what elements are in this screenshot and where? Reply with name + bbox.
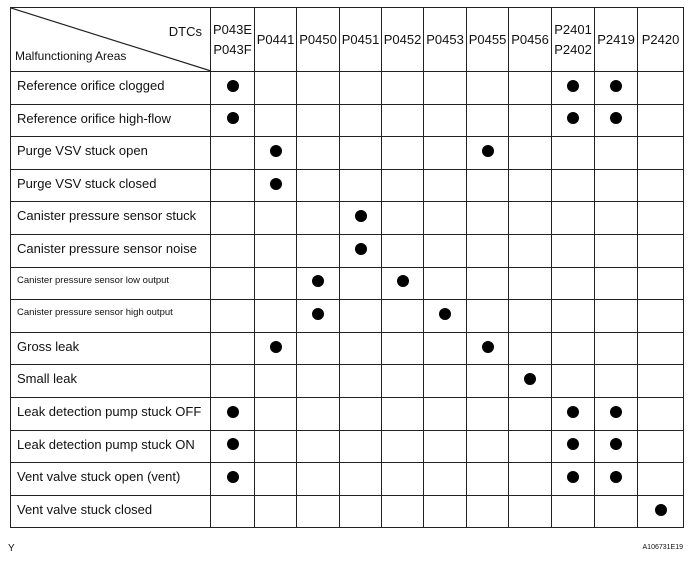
table-row bbox=[11, 300, 684, 333]
table-row bbox=[11, 72, 684, 105]
matrix-cell bbox=[552, 332, 595, 365]
dtcs-label: DTCs bbox=[168, 24, 202, 39]
dtc-code: P0452 bbox=[383, 31, 422, 47]
matrix-cell bbox=[424, 72, 467, 105]
dtc-code: P043E bbox=[212, 21, 253, 37]
matrix-cell bbox=[638, 463, 684, 496]
applicable-dot-icon bbox=[482, 341, 494, 353]
matrix-cell bbox=[211, 397, 255, 430]
matrix-cell bbox=[467, 463, 509, 496]
matrix-cell bbox=[552, 463, 595, 496]
matrix-cell bbox=[211, 365, 255, 398]
matrix-cell bbox=[638, 332, 684, 365]
applicable-dot-icon bbox=[610, 112, 622, 124]
applicable-dot-icon bbox=[610, 438, 622, 450]
matrix-cell bbox=[424, 137, 467, 170]
matrix-cell bbox=[595, 397, 638, 430]
matrix-cell bbox=[467, 137, 509, 170]
applicable-dot-icon bbox=[567, 406, 579, 418]
matrix-cell bbox=[467, 430, 509, 463]
table-row bbox=[11, 202, 684, 235]
malfunction-area-label: Canister pressure sensor high output bbox=[11, 300, 211, 333]
matrix-cell bbox=[595, 72, 638, 105]
matrix-cell bbox=[297, 267, 340, 300]
matrix-cell bbox=[424, 430, 467, 463]
table-row bbox=[11, 365, 684, 398]
matrix-cell bbox=[382, 234, 424, 267]
matrix-cell bbox=[509, 202, 552, 235]
matrix-cell bbox=[211, 234, 255, 267]
matrix-cell bbox=[552, 234, 595, 267]
matrix-cell bbox=[595, 300, 638, 333]
matrix-cell bbox=[638, 104, 684, 137]
applicable-dot-icon bbox=[355, 210, 367, 222]
matrix-cell bbox=[340, 104, 382, 137]
matrix-cell bbox=[595, 267, 638, 300]
matrix-cell bbox=[467, 267, 509, 300]
matrix-cell bbox=[638, 267, 684, 300]
matrix-cell bbox=[552, 72, 595, 105]
matrix-cell bbox=[638, 137, 684, 170]
matrix-cell bbox=[638, 169, 684, 202]
matrix-cell bbox=[297, 365, 340, 398]
matrix-cell bbox=[340, 72, 382, 105]
matrix-cell bbox=[297, 104, 340, 137]
table-row bbox=[11, 137, 684, 170]
matrix-cell bbox=[340, 137, 382, 170]
header-row bbox=[11, 8, 684, 72]
matrix-cell bbox=[297, 463, 340, 496]
matrix-cell bbox=[467, 397, 509, 430]
malfunction-area-label: Leak detection pump stuck OFF bbox=[11, 397, 211, 430]
matrix-cell bbox=[595, 169, 638, 202]
matrix-cell bbox=[638, 397, 684, 430]
matrix-cell bbox=[509, 495, 552, 528]
matrix-cell bbox=[509, 72, 552, 105]
dtc-code: P0441 bbox=[256, 31, 295, 47]
matrix-cell bbox=[509, 332, 552, 365]
matrix-cell bbox=[255, 234, 297, 267]
matrix-cell bbox=[340, 430, 382, 463]
dtc-code: P2401 bbox=[554, 21, 592, 37]
matrix-cell bbox=[467, 332, 509, 365]
matrix-cell bbox=[509, 234, 552, 267]
matrix-cell bbox=[467, 169, 509, 202]
dtc-header-cell bbox=[552, 8, 595, 72]
matrix-cell bbox=[638, 202, 684, 235]
applicable-dot-icon bbox=[567, 471, 579, 483]
matrix-cell bbox=[382, 463, 424, 496]
matrix-cell bbox=[255, 104, 297, 137]
matrix-cell bbox=[595, 234, 638, 267]
malfunction-area-label: Small leak bbox=[11, 365, 211, 398]
malfunction-area-label: Reference orifice high-flow bbox=[11, 104, 211, 137]
table-row bbox=[11, 267, 684, 300]
matrix-cell bbox=[382, 202, 424, 235]
matrix-cell bbox=[211, 430, 255, 463]
matrix-cell bbox=[595, 137, 638, 170]
matrix-cell bbox=[595, 463, 638, 496]
dtc-code: P043F bbox=[213, 41, 252, 57]
matrix-cell bbox=[595, 365, 638, 398]
matrix-cell bbox=[552, 104, 595, 137]
matrix-cell bbox=[638, 365, 684, 398]
dtc-header-cell bbox=[382, 8, 424, 72]
matrix-cell bbox=[424, 365, 467, 398]
applicable-dot-icon bbox=[227, 112, 239, 124]
matrix-cell bbox=[340, 169, 382, 202]
table-row bbox=[11, 430, 684, 463]
matrix-cell bbox=[638, 234, 684, 267]
applicable-dot-icon bbox=[312, 308, 324, 320]
matrix-cell bbox=[255, 332, 297, 365]
table-row bbox=[11, 332, 684, 365]
dtc-matrix-table bbox=[10, 7, 684, 528]
matrix-cell bbox=[424, 397, 467, 430]
matrix-cell bbox=[211, 300, 255, 333]
dtc-header-cell bbox=[509, 8, 552, 72]
matrix-cell bbox=[255, 365, 297, 398]
table-body bbox=[11, 72, 684, 528]
matrix-cell bbox=[467, 234, 509, 267]
matrix-cell bbox=[509, 137, 552, 170]
matrix-cell bbox=[509, 267, 552, 300]
dtc-code: P2420 bbox=[641, 31, 680, 47]
matrix-cell bbox=[297, 397, 340, 430]
dtc-header-cell bbox=[638, 8, 684, 72]
matrix-cell bbox=[552, 300, 595, 333]
matrix-cell bbox=[255, 169, 297, 202]
matrix-cell bbox=[297, 72, 340, 105]
matrix-cell bbox=[552, 430, 595, 463]
matrix-cell bbox=[211, 169, 255, 202]
matrix-cell bbox=[638, 300, 684, 333]
applicable-dot-icon bbox=[270, 341, 282, 353]
matrix-cell bbox=[424, 202, 467, 235]
matrix-cell bbox=[382, 137, 424, 170]
matrix-cell bbox=[297, 495, 340, 528]
matrix-cell bbox=[340, 365, 382, 398]
dtc-header-cell bbox=[211, 8, 255, 72]
matrix-cell bbox=[211, 72, 255, 105]
matrix-cell bbox=[382, 332, 424, 365]
matrix-cell bbox=[340, 234, 382, 267]
malfunction-area-label: Canister pressure sensor noise bbox=[11, 234, 211, 267]
matrix-cell bbox=[424, 332, 467, 365]
matrix-cell bbox=[424, 169, 467, 202]
table-row bbox=[11, 169, 684, 202]
applicable-dot-icon bbox=[312, 275, 324, 287]
matrix-cell bbox=[211, 202, 255, 235]
dtc-code: P0451 bbox=[341, 31, 380, 47]
dtc-code: P2402 bbox=[554, 41, 592, 57]
malfunctioning-areas-label: Malfunctioning Areas bbox=[15, 49, 127, 63]
dtc-header-cell bbox=[255, 8, 297, 72]
matrix-cell bbox=[509, 300, 552, 333]
matrix-cell bbox=[255, 463, 297, 496]
applicable-dot-icon bbox=[610, 80, 622, 92]
matrix-cell bbox=[552, 267, 595, 300]
applicable-dot-icon bbox=[270, 145, 282, 157]
dtc-code: P0456 bbox=[511, 31, 549, 47]
applicable-dot-icon bbox=[227, 438, 239, 450]
figure-id: A106731E19 bbox=[642, 544, 683, 551]
matrix-cell bbox=[255, 267, 297, 300]
table-row bbox=[11, 463, 684, 496]
matrix-cell bbox=[382, 397, 424, 430]
matrix-cell bbox=[595, 430, 638, 463]
matrix-cell bbox=[255, 202, 297, 235]
matrix-cell bbox=[552, 202, 595, 235]
dtc-code: P2419 bbox=[597, 31, 635, 47]
matrix-cell bbox=[638, 72, 684, 105]
matrix-cell bbox=[382, 365, 424, 398]
dtc-code: P0450 bbox=[299, 31, 337, 47]
matrix-cell bbox=[552, 169, 595, 202]
matrix-cell bbox=[595, 332, 638, 365]
applicable-dot-icon bbox=[270, 178, 282, 190]
matrix-cell bbox=[297, 430, 340, 463]
matrix-cell bbox=[638, 495, 684, 528]
matrix-cell bbox=[467, 495, 509, 528]
matrix-cell bbox=[297, 234, 340, 267]
matrix-cell bbox=[509, 169, 552, 202]
matrix-cell bbox=[382, 300, 424, 333]
table-row bbox=[11, 234, 684, 267]
matrix-cell bbox=[340, 300, 382, 333]
matrix-cell bbox=[509, 104, 552, 137]
matrix-cell bbox=[552, 365, 595, 398]
table-row bbox=[11, 397, 684, 430]
matrix-cell bbox=[340, 397, 382, 430]
matrix-cell bbox=[467, 300, 509, 333]
matrix-cell bbox=[595, 495, 638, 528]
dtc-header-cell bbox=[424, 8, 467, 72]
malfunction-area-label: Canister pressure sensor stuck bbox=[11, 202, 211, 235]
malfunction-area-label: Purge VSV stuck closed bbox=[11, 169, 211, 202]
matrix-cell bbox=[382, 495, 424, 528]
dtc-header-cell bbox=[595, 8, 638, 72]
matrix-cell bbox=[552, 495, 595, 528]
matrix-cell bbox=[297, 137, 340, 170]
matrix-cell bbox=[424, 463, 467, 496]
matrix-cell bbox=[595, 202, 638, 235]
dtc-code: P0455 bbox=[468, 31, 507, 47]
table-row bbox=[11, 495, 684, 528]
malfunction-area-label: Canister pressure sensor low output bbox=[11, 267, 211, 300]
matrix-cell bbox=[467, 365, 509, 398]
matrix-cell bbox=[340, 267, 382, 300]
matrix-cell bbox=[211, 137, 255, 170]
matrix-cell bbox=[255, 495, 297, 528]
applicable-dot-icon bbox=[227, 471, 239, 483]
malfunction-area-label: Vent valve stuck open (vent) bbox=[11, 463, 211, 496]
matrix-cell bbox=[255, 137, 297, 170]
matrix-cell bbox=[509, 430, 552, 463]
matrix-cell bbox=[552, 397, 595, 430]
matrix-cell bbox=[340, 463, 382, 496]
applicable-dot-icon bbox=[524, 373, 536, 385]
applicable-dot-icon bbox=[610, 406, 622, 418]
matrix-cell bbox=[424, 495, 467, 528]
applicable-dot-icon bbox=[567, 112, 579, 124]
matrix-cell bbox=[211, 332, 255, 365]
matrix-cell bbox=[211, 104, 255, 137]
applicable-dot-icon bbox=[439, 308, 451, 320]
matrix-cell bbox=[297, 169, 340, 202]
corner-header-cell bbox=[11, 8, 211, 72]
matrix-cell bbox=[340, 202, 382, 235]
matrix-cell bbox=[382, 430, 424, 463]
matrix-cell bbox=[297, 332, 340, 365]
matrix-cell bbox=[467, 202, 509, 235]
matrix-cell bbox=[340, 495, 382, 528]
applicable-dot-icon bbox=[567, 80, 579, 92]
matrix-cell bbox=[382, 169, 424, 202]
dtc-header-cell bbox=[340, 8, 382, 72]
matrix-cell bbox=[424, 267, 467, 300]
matrix-cell bbox=[340, 332, 382, 365]
matrix-cell bbox=[255, 300, 297, 333]
matrix-cell bbox=[509, 397, 552, 430]
malfunction-area-label: Gross leak bbox=[11, 332, 211, 365]
matrix-cell bbox=[211, 495, 255, 528]
malfunction-area-label: Purge VSV stuck open bbox=[11, 137, 211, 170]
matrix-cell bbox=[638, 430, 684, 463]
dtc-header-cell bbox=[297, 8, 340, 72]
matrix-cell bbox=[382, 104, 424, 137]
malfunction-area-label: Reference orifice clogged bbox=[11, 72, 211, 105]
matrix-cell bbox=[382, 267, 424, 300]
malfunction-area-label: Vent valve stuck closed bbox=[11, 495, 211, 528]
dtc-header-cell bbox=[467, 8, 509, 72]
matrix-cell bbox=[297, 300, 340, 333]
matrix-cell bbox=[424, 104, 467, 137]
matrix-cell bbox=[424, 234, 467, 267]
applicable-dot-icon bbox=[567, 438, 579, 450]
table-row bbox=[11, 104, 684, 137]
matrix-cell bbox=[467, 104, 509, 137]
matrix-cell bbox=[424, 300, 467, 333]
applicable-dot-icon bbox=[355, 243, 367, 255]
malfunction-area-label: Leak detection pump stuck ON bbox=[11, 430, 211, 463]
dtc-code: P0453 bbox=[426, 31, 464, 47]
matrix-cell bbox=[509, 463, 552, 496]
matrix-cell bbox=[509, 365, 552, 398]
matrix-cell bbox=[552, 137, 595, 170]
matrix-cell bbox=[211, 463, 255, 496]
applicable-dot-icon bbox=[655, 504, 667, 516]
applicable-dot-icon bbox=[227, 80, 239, 92]
matrix-cell bbox=[255, 430, 297, 463]
matrix-cell bbox=[467, 72, 509, 105]
matrix-cell bbox=[255, 72, 297, 105]
matrix-cell bbox=[255, 397, 297, 430]
applicable-dot-icon bbox=[610, 471, 622, 483]
matrix-cell bbox=[211, 267, 255, 300]
matrix-cell bbox=[382, 72, 424, 105]
applicable-dot-icon bbox=[397, 275, 409, 287]
applicable-dot-icon bbox=[482, 145, 494, 157]
matrix-cell bbox=[297, 202, 340, 235]
applicable-dot-icon bbox=[227, 406, 239, 418]
matrix-cell bbox=[595, 104, 638, 137]
figure-mark-left: Y bbox=[8, 543, 15, 554]
